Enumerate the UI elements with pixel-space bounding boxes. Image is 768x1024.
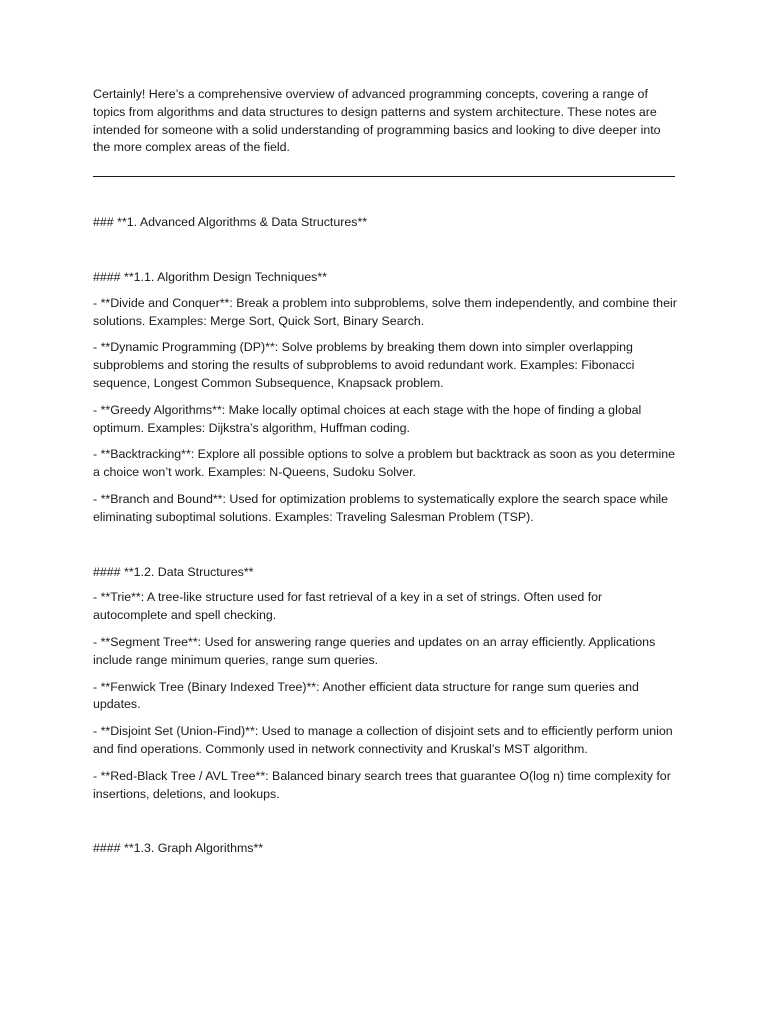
list-item: - **Dynamic Programming (DP)**: Solve problems by breaking them down into simpler overlapping subproblems and storing the results of subproblems to avoid redundant work. Examples: Fibonacci sequence, Longest Common Subsequence, Knapsack problem. — [93, 340, 635, 390]
list-item: - **Red-Black Tree / AVL Tree**: Balanced binary search trees that guarantee O(log n) time complexity for insertions, deletions, and lookups. — [93, 768, 671, 801]
list-item: - **Branch and Bound**: Used for optimization problems to systematically explore the search space while eliminating suboptimal solutions. Examples: Traveling Salesman Problem (TSP). — [93, 491, 669, 524]
list-item: - **Backtracking**: Explore all possible options to solve a problem but backtrack as soon as you determine a choice won’t work. Examples: N-Queens, Sudoku Solver. — [93, 447, 675, 480]
list-item: - **Disjoint Set (Union-Find)**: Used to manage a collection of disjoint sets and to efficiently perform union and find operations. Commonly used in network connectivity and Kruskal’s MST algorithm. — [93, 724, 673, 756]
section-heading-1: ### **1. Advanced Algorithms & Data Structures** — [93, 215, 368, 230]
intro-paragraph: Certainly! Here’s a comprehensive overview of advanced programming concepts, covering a range of topics from algorithms and data structures to design patterns and system architecture. These notes are intended for someone with a solid understanding of programming basics and looking to dive deeper into the more complex areas of the field. — [93, 87, 661, 155]
document-page — [93, 86, 677, 858]
subsection-heading-1-3: #### **1.3. Graph Algorithms** — [93, 841, 264, 856]
list-item: - **Fenwick Tree (Binary Indexed Tree)**: Another efficient data structure for range sum queries and updates. — [93, 679, 639, 712]
list-item: - **Trie**: A tree-like structure used for fast retrieval of a key in a set of strings. Often used for autocomplete and spell checking. — [93, 590, 603, 623]
list-item: - **Divide and Conquer**: Break a problem into subproblems, solve them independently, and combine their solutions. Examples: Merge Sort, Quick Sort, Binary Search. — [93, 295, 677, 328]
list-item: - **Segment Tree**: Used for answering range queries and updates on an array efficiently. Applications include range minimum queries, range sum queries. — [93, 634, 656, 667]
subsection-heading-1-1: #### **1.1. Algorithm Design Techniques** — [93, 269, 327, 284]
horizontal-rule — [93, 176, 675, 177]
list-item: - **Greedy Algorithms**: Make locally optimal choices at each stage with the hope of finding a global optimum. Examples: Dijkstra’s algorithm, Huffman coding. — [93, 402, 642, 435]
subsection-heading-1-2: #### **1.2. Data Structures** — [93, 564, 254, 579]
